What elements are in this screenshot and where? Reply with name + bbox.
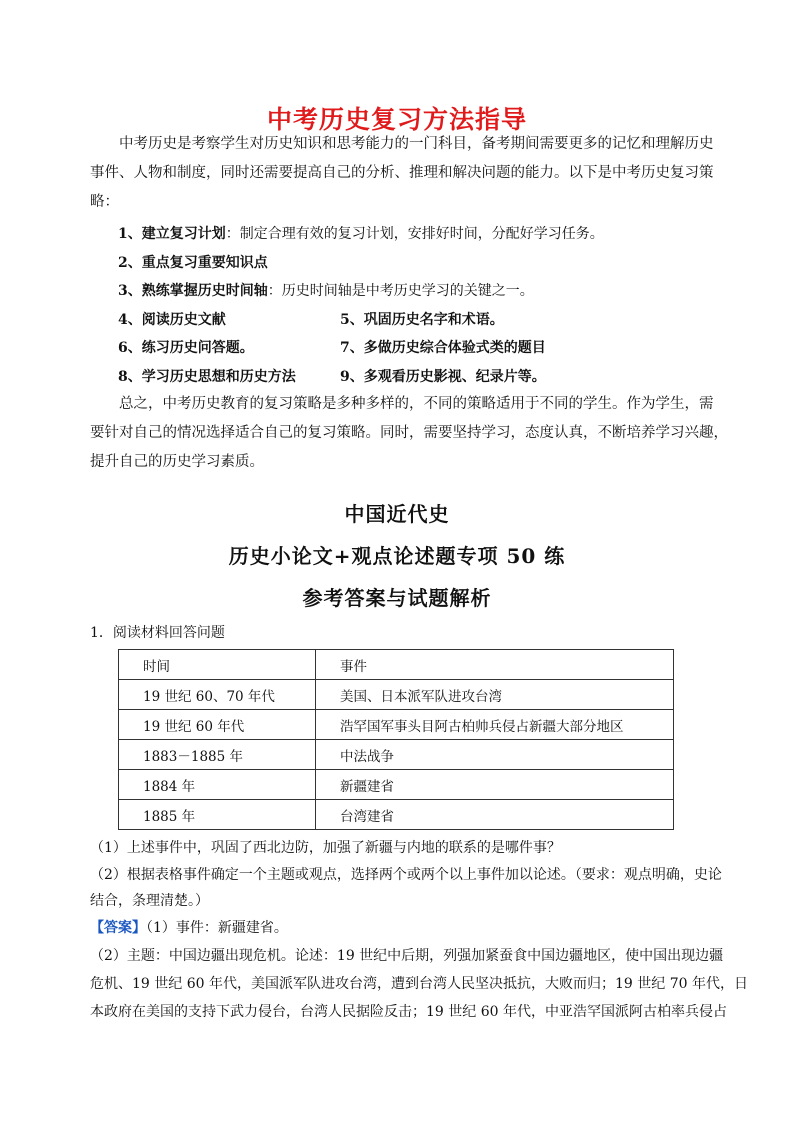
answer-line: 危机、19 世纪 60 年代，美国派军队进攻台湾，遭到台湾人民坚决抵抗，大败而归；19 世纪 70 年代，日 — [90, 976, 748, 992]
question-number: 1．阅读材料回答问题 — [90, 625, 225, 641]
strategy-7 — [340, 337, 546, 357]
strategy-9 — [340, 366, 546, 386]
intro-paragraph — [90, 130, 730, 217]
summary-line: 总之，中考历史教育的复习策略是多种多样的，不同的策略适用于不同的学生。作为学生，需 — [119, 396, 714, 412]
summary-line: 提升自己的历史学习素质。 — [90, 454, 264, 470]
sub-question-2: （2）根据表格事件确定一个主题或观点，选择两个或两个以上事件加以论述。（要求：观点明确，史论 — [90, 867, 722, 883]
answer-line: （2）主题：中国边疆出现危机。论述：19 世纪中后期，列强加紧蚕食中国边疆地区，使中国出现边疆 — [90, 948, 724, 964]
answer-line — [90, 917, 288, 937]
strategy-text: ：制定合理有效的复习计划，安排好时间，分配好学习任务。 — [225, 226, 604, 242]
table-cell: 浩罕国军事头目阿古柏帅兵侵占新疆大部分地区 — [316, 710, 674, 740]
intro-line: 略： — [90, 194, 119, 210]
strategy-title: 6、练习历史问答题。 — [118, 340, 254, 356]
table-cell: 1883－1885 年 — [119, 740, 316, 770]
strategy-3 — [118, 280, 534, 300]
summary-paragraph — [90, 390, 730, 477]
page-title: 中考历史复习方法指导 — [266, 105, 527, 134]
answer-label: 【答案】 — [90, 920, 146, 936]
table-row — [119, 740, 674, 770]
table-row — [119, 800, 674, 830]
intro-line: 事件、人物和制度，同时还需要提高自己的分析、推理和解决问题的能力。以下是中考历史复习策 — [90, 165, 714, 181]
answer-text: （1）事件：新疆建省。 — [146, 920, 288, 936]
summary-line: 要针对自己的情况选择适合自己的复习策略。同时，需要坚持学习，态度认真，不断培养学习兴趣， — [90, 425, 728, 441]
events-table — [118, 649, 674, 830]
strategy-title: 2、重点复习重要知识点 — [118, 255, 268, 271]
strategy-title: 1、建立复习计划 — [118, 226, 226, 242]
sub-question-1: （1）上述事件中，巩固了西北边防，加强了新疆与内地的联系的是哪件事？ — [90, 840, 561, 856]
strategy-2 — [118, 252, 268, 272]
strategy-6 — [118, 337, 254, 357]
strategy-title: 7、多做历史综合体验式类的题目 — [340, 340, 546, 356]
strategy-title: 8、学习历史思想和历史方法 — [118, 369, 296, 385]
strategy-8 — [118, 366, 296, 386]
section-subheading: 历史小论文+观点论述题专项 50 练 — [228, 544, 566, 568]
table-cell: 中法战争 — [316, 740, 674, 770]
intro-line: 中考历史是考察学生对历史知识和思考能力的一门科目，备考期间需要更多的记忆和理解历史 — [119, 136, 714, 152]
table-cell: 新疆建省 — [316, 770, 674, 800]
table-row — [119, 770, 674, 800]
strategy-title: 4、阅读历史文献 — [118, 312, 226, 328]
strategy-title: 9、多观看历史影视、纪录片等。 — [340, 369, 546, 385]
strategy-4 — [118, 309, 226, 329]
sub-question-2-cont: 结合，条理清楚。） — [90, 893, 209, 909]
table-cell: 1884 年 — [119, 770, 316, 800]
table-cell: 19 世纪 60 年代 — [119, 710, 316, 740]
answers-heading: 参考答案与试题解析 — [302, 586, 492, 610]
table-cell: 19 世纪 60、70 年代 — [119, 680, 316, 710]
answer-line: 本政府在美国的支持下武力侵台，台湾人民据险反击；19 世纪 60 年代，中亚浩罕国派阿古柏率兵侵占 — [90, 1004, 727, 1020]
table-header-row — [119, 650, 674, 680]
table-cell: 1885 年 — [119, 800, 316, 830]
table-cell: 台湾建省 — [316, 800, 674, 830]
table-row — [119, 680, 674, 710]
table-row — [119, 710, 674, 740]
strategy-5 — [340, 309, 504, 329]
table-header-cell: 时间 — [119, 650, 316, 680]
table-header-cell: 事件 — [316, 650, 674, 680]
strategy-1 — [118, 223, 604, 243]
table-cell: 美国、日本派军队进攻台湾 — [316, 680, 674, 710]
section-heading: 中国近代史 — [344, 502, 450, 526]
strategy-title: 3、熟练掌握历史时间轴 — [118, 283, 268, 299]
strategy-text: ：历史时间轴是中考历史学习的关键之一。 — [267, 283, 534, 299]
strategy-title: 5、巩固历史名字和术语。 — [340, 312, 504, 328]
